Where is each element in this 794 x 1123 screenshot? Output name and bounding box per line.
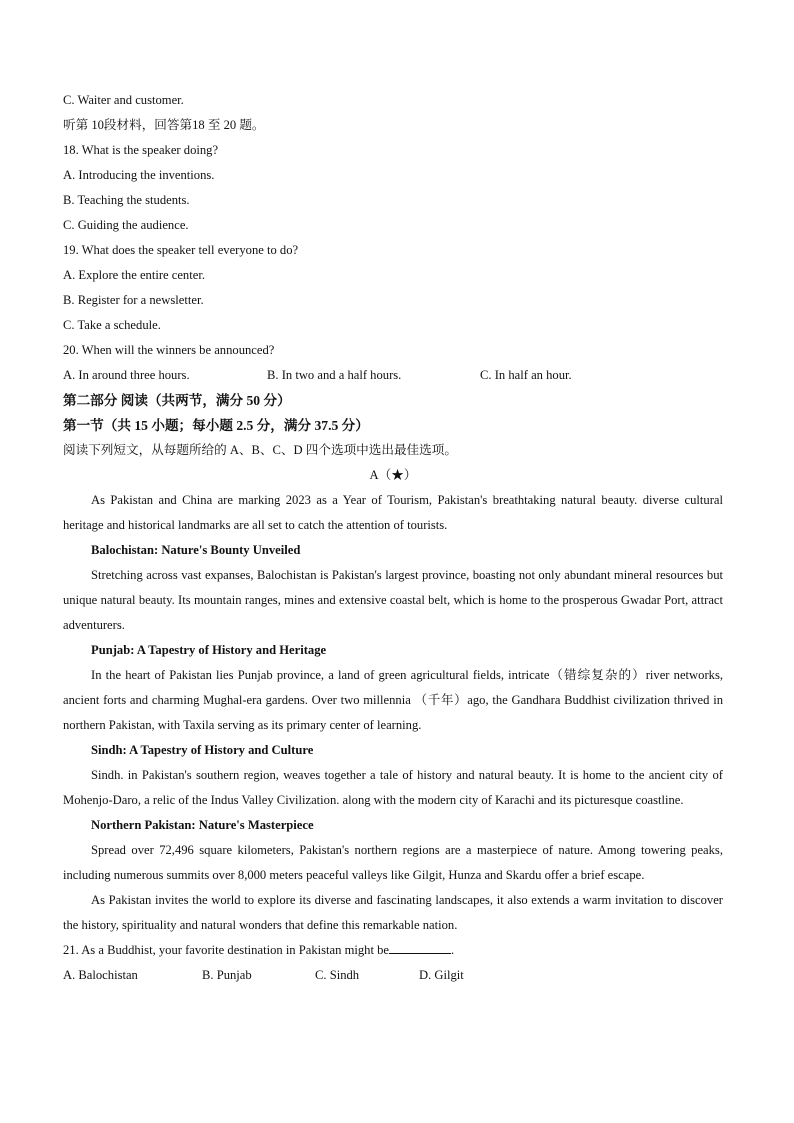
q21-question: 21. As a Buddhist, your favorite destination in Pakistan might be xyxy=(63,943,390,957)
q21-option-b: B. Punjab xyxy=(202,968,252,982)
q20-option-c: C. In half an hour. xyxy=(480,368,572,382)
section-text-sindh: Sindh. in Pakistan's southern region, weaves together a tale of history and natural beauty. It is home to the ancient city of Mohenjo-Daro, a relic of the Indus Valley Civilization. along with the modern city of Karachi and its picturesque coastline. xyxy=(63,768,723,807)
passage-title: A（★） xyxy=(369,468,417,482)
q21-question-line xyxy=(63,938,723,963)
section-text-punjab: In the heart of Pakistan lies Punjab province, a land of green agricultural fields, intricate（错综复杂的）river networks, ancient forts and charming Mughal-era gardens. Over two millennia （千年）ago, the Gandhara Buddhist civilization thrived in northern Pakistan, with Taxila serving as its primary center of learning. xyxy=(63,668,723,732)
section-heading-sindh: Sindh: A Tapestry of History and Culture xyxy=(91,743,314,757)
q21-option-d: D. Gilgit xyxy=(419,968,464,982)
q20-option-a: A. In around three hours. xyxy=(63,368,190,382)
section-heading-punjab: Punjab: A Tapestry of History and Heritage xyxy=(91,643,327,657)
exam-page xyxy=(63,88,723,988)
reading-instruction: 阅读下列短文，从每题所给的 A、B、C、D 四个选项中选出最佳选项。 xyxy=(63,443,457,457)
q17-option-c: C. Waiter and customer. xyxy=(63,93,184,107)
section-text-balochistan: Stretching across vast expanses, Balochistan is Pakistan's largest province, boasting not only abundant mineral resources but unique natural beauty. Its mountain ranges, mines and extensive coastal belt, which is home to the prosperous Gwadar Port, attract adventurers. xyxy=(63,568,723,632)
q20-options xyxy=(63,363,723,388)
section-text-northern: Spread over 72,496 square kilometers, Pakistan's northern regions are a masterpiece of nature. Among towering peaks, including numerous summits over 8,000 meters peaceful valleys like Gilgit, Hunza and Skardu offer a brief escape. xyxy=(63,843,723,882)
q21-end: . xyxy=(451,943,455,957)
q20-question: 20. When will the winners be announced? xyxy=(63,343,275,357)
passage-closing: As Pakistan invites the world to explore its diverse and fascinating landscapes, it also extends a warm invitation to discover the history, spirituality and natural wonders that define this remarkable nation. xyxy=(63,893,723,932)
q19-question: 19. What does the speaker tell everyone to do? xyxy=(63,243,299,257)
q21-options xyxy=(63,963,723,988)
q18-option-c: C. Guiding the audience. xyxy=(63,218,189,232)
q21-option-a: A. Balochistan xyxy=(63,968,138,982)
q19-option-b: B. Register for a newsletter. xyxy=(63,293,204,307)
section-heading-balochistan: Balochistan: Nature's Bounty Unveiled xyxy=(91,543,301,557)
q18-option-b: B. Teaching the students. xyxy=(63,193,190,207)
section10-instruction: 听第 10段材料，回答第18 至 20 题。 xyxy=(63,118,265,132)
passage-intro: As Pakistan and China are marking 2023 as a Year of Tourism, Pakistan's breathtaking natural beauty. diverse cultural heritage and historical landmarks are all set to catch the attention of tourists. xyxy=(63,493,723,532)
q19-option-c: C. Take a schedule. xyxy=(63,318,161,332)
q21-option-c: C. Sindh xyxy=(315,968,360,982)
q19-option-a: A. Explore the entire center. xyxy=(63,268,205,282)
answer-blank xyxy=(389,939,451,954)
q20-option-b: B. In two and a half hours. xyxy=(267,368,402,382)
part2-heading: 第二部分 阅读（共两节，满分 50 分） xyxy=(63,393,291,408)
q18-question: 18. What is the speaker doing? xyxy=(63,143,219,157)
section1-heading: 第一节（共 15 小题；每小题 2.5 分，满分 37.5 分） xyxy=(63,418,369,433)
section-heading-northern: Northern Pakistan: Nature's Masterpiece xyxy=(91,818,314,832)
q18-option-a: A. Introducing the inventions. xyxy=(63,168,215,182)
